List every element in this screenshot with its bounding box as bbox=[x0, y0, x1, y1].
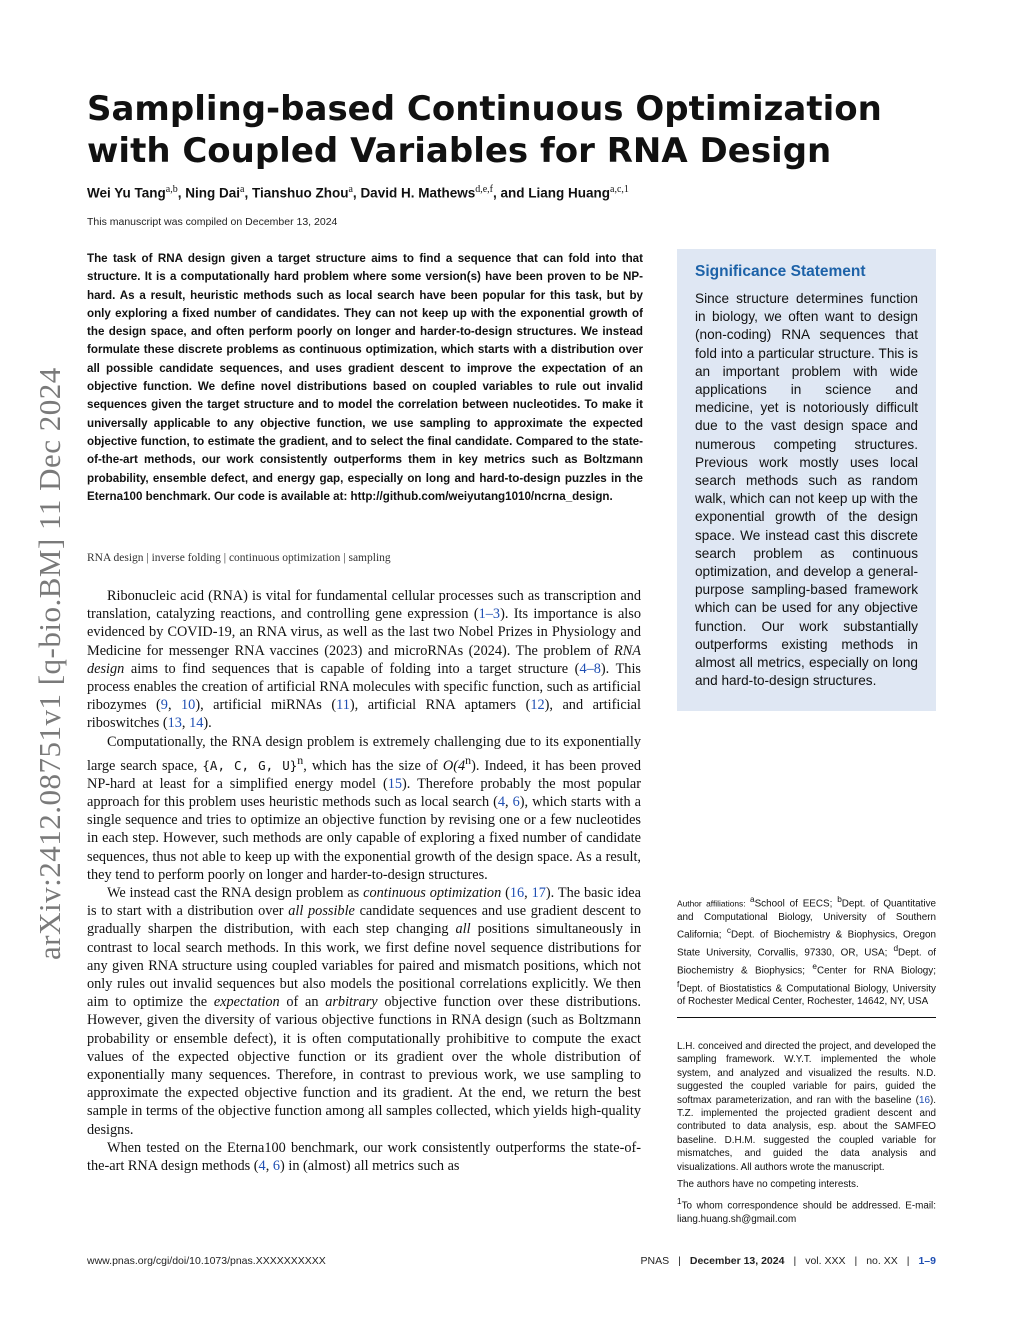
text-run: candidate sequences and use gradient descent to gradually sharpen the distribution, with each step changing bbox=[87, 903, 642, 938]
text-run: positions simultaneously in contrast to local search methods. In this work, we first define novel sequence distributions for any given RNA structure using coupled variables for paired and mismatch positions, which not only rules out invalid sequences but also models the positional correlations explicitly. We then aim to optimize the bbox=[87, 921, 641, 1011]
exponent: n bbox=[465, 752, 472, 767]
journal-name: PNAS bbox=[640, 1255, 670, 1267]
significance-text: Since structure determines function in biology, we often want to design (non-coding) RNA sequences that fold into a particular structure. This is an important problem with wide applications in science and medicine, yet is notoriously difficult due to the vast design space and numerous competing structures. Previous work mostly uses local search methods such as random walk, which can not keep up with the exponential growth of the design space. We instead cast this discrete search problem as continuous optimization, and develop a general-purpose sampling-based framework which can be used for any objective function. Our work substantially outperforms existing methods in almost all metrics, especially on long and hard-to-design structures. bbox=[695, 291, 918, 689]
affiliation-text: Dept. of Biochemistry & Biophysics; bbox=[677, 947, 936, 977]
arxiv-identifier: arXiv:2412.08751v1 [q-bio.BM] 11 Dec 2024 bbox=[32, 367, 67, 960]
author-name: Tianshuo Zhou bbox=[251, 185, 349, 201]
affiliation-text: School of EECS; bbox=[754, 898, 838, 910]
body-paragraph bbox=[87, 733, 641, 884]
emphasis: RNA design bbox=[87, 642, 641, 677]
paper-title: Sampling-based Continuous Optimization with Coupled Variables for RNA Design bbox=[87, 89, 882, 171]
big-o-notation: O(4 bbox=[442, 757, 466, 774]
citation-link[interactable]: 16 bbox=[509, 885, 525, 902]
emphasis: continuous optimization bbox=[363, 885, 502, 902]
text-run: ), which starts with a single sequence and tries to optimize an objective function by revising one or a few nucleotides in each step. However, such methods are only capable of exploring a fixed number of candidate sequences, thus not able to keep up with the exponential growth of the design space. As a result, they tend to perform poorly on longer and harder-to-design structures. bbox=[87, 794, 641, 883]
body-paragraph bbox=[87, 884, 641, 1139]
author-name: Liang Huang bbox=[528, 185, 611, 201]
competing-interests: The authors have no competing interests. bbox=[677, 1179, 859, 1191]
text-run: When tested on the Eterna100 benchmark, our work consistently outperforms the state-of-the-art RNA design methods ( bbox=[87, 1139, 641, 1175]
author-separator: , bbox=[352, 185, 361, 201]
citation-link[interactable]: 12 bbox=[530, 697, 545, 714]
text-run: ), artificial RNA aptamers ( bbox=[349, 697, 531, 714]
affiliation-text: Dept. of Biostatistics & Computational Biology, University of Rochester Medical Center, Rochester, 14642, NY, USA bbox=[677, 982, 936, 1008]
text-run: ). The basic idea is to start with a distribution over bbox=[87, 885, 642, 920]
significance-statement-box bbox=[677, 249, 936, 711]
citation-link[interactable]: 13 bbox=[167, 715, 182, 732]
exponent: n bbox=[297, 752, 304, 767]
nucleotide-set: {A, C, G, U} bbox=[202, 757, 298, 773]
affiliations-label: Author affiliations: bbox=[677, 898, 750, 909]
footer-separator: | bbox=[678, 1255, 681, 1267]
text-run: , bbox=[181, 715, 190, 732]
abstract: The task of RNA design given a target structure aims to find a sequence that can fold into that structure. It is a computationally hard problem where some version(s) have been proven to be NP-hard. As a result, heuristic methods such as local search have been popular for this task, but by only exploring a fixed number of candidates. They can not keep up with the exponential growth of the design space, and often perform poorly on longer and harder-to-design structures. We instead formulate these discrete problems as continuous optimization, which starts with a distribution over all possible candidate sequences, and uses gradient descent to improve the expectation of an objective function. We define novel distributions based on coupled variables to rule out invalid sequences given the target structure and to model the correlation between nucleotides. To make it universally applicable to any objective function, we use sampling to approximate the expected objective function, to estimate the gradient, and to select the final candidate. Compared to the state-of-the-art methods, our work consistently outperforms them in key metrics such as Boltzmann probability, ensemble defect, and energy gap, especially on long and hard-to-design puzzles in the Eterna100 benchmark. Our code is available at: http://github.com/weiyutang1010/ncrna_design. bbox=[87, 252, 643, 503]
author-affiliation-mark: a bbox=[348, 184, 353, 195]
author-list bbox=[87, 184, 947, 201]
footnote-mark: 1 bbox=[677, 1197, 682, 1207]
doi-link[interactable]: www.pnas.org/cgi/doi/10.1073/pnas.XXXXXXXXXX bbox=[87, 1255, 326, 1267]
footer-separator: | bbox=[793, 1255, 797, 1267]
author-name: Ning Dai bbox=[185, 185, 240, 201]
text-run: , bbox=[505, 794, 513, 810]
body-text bbox=[87, 587, 641, 1175]
author-name: David H. Mathews bbox=[360, 185, 476, 201]
text-run: of an bbox=[279, 994, 326, 1011]
text-run: ). Indeed, it has been proved NP-hard at least for a simplified energy model ( bbox=[87, 757, 641, 792]
text-run: ). This process enables the creation of artificial RNA molecules with specific function, such as artificial ribozymes ( bbox=[87, 660, 641, 714]
volume: vol. XXX bbox=[805, 1255, 846, 1267]
emphasis: expectation bbox=[213, 994, 280, 1011]
affiliation-text: Dept. of Quantitative and Computational Biology, University of Southern California; bbox=[677, 898, 937, 941]
issue-number: no. XX bbox=[866, 1255, 898, 1267]
publication-date: December 13, 2024 bbox=[689, 1255, 785, 1267]
text-run: , bbox=[524, 885, 532, 902]
author-separator: , bbox=[244, 185, 252, 201]
affiliation-mark: c bbox=[726, 926, 732, 936]
affiliation-mark: b bbox=[837, 895, 842, 904]
citation-link[interactable]: 4 bbox=[258, 1158, 266, 1175]
emphasis: all possible bbox=[288, 903, 355, 920]
affiliation-mark: a bbox=[749, 895, 755, 904]
affiliation-mark: f bbox=[677, 979, 680, 989]
text-run: objective function over these distributions. However, given the diversity of various objective functions in RNA design (such as Boltzmann probability or ensemble defect), it is often computationally prohibitive to compute the exact values of the expected objective function or its gradient over the whole distribution of exponentially many sequences. Therefore, in contrast to previous work, we use sampling to approximate the expected objective function and its gradient. At the end, we return the best sample in terms of the objective function among all samples collected, which yields high-quality designs. bbox=[87, 994, 641, 1138]
footer-separator: | bbox=[906, 1255, 910, 1267]
text-run: ), and artificial riboswitches ( bbox=[87, 697, 641, 732]
text-run: aims to find sequences that is capable of folding into a target structure ( bbox=[124, 660, 580, 677]
citation-link[interactable]: 10 bbox=[181, 697, 196, 714]
footer-separator: | bbox=[854, 1255, 858, 1267]
page-range: 1–9 bbox=[918, 1255, 936, 1267]
citation-link[interactable]: 6 bbox=[272, 1158, 281, 1175]
citation-link[interactable]: 9 bbox=[160, 697, 168, 714]
significance-title: Significance Statement bbox=[695, 263, 866, 280]
correspondence-note bbox=[677, 1195, 936, 1226]
compiled-date-note: This manuscript was compiled on December 13, 2024 bbox=[87, 216, 338, 228]
emphasis: arbitrary bbox=[325, 994, 378, 1011]
text-run: We instead cast the RNA design problem as bbox=[107, 885, 364, 902]
author-affiliations bbox=[677, 893, 936, 1009]
text-run: , bbox=[167, 697, 182, 714]
text-run: ). Therefore probably the most popular approach for this problem uses heuristic methods such as local search ( bbox=[87, 775, 641, 810]
text-run: , which has the size of bbox=[303, 757, 443, 774]
affiliation-text: Center for RNA Biology; bbox=[817, 965, 936, 977]
text-run: Computationally, the RNA design problem is extremely challenging due to its exponentially large search space, bbox=[87, 733, 641, 774]
citation-link[interactable]: 15 bbox=[387, 775, 403, 792]
citation-link[interactable]: 17 bbox=[531, 885, 546, 902]
citation-link[interactable]: 4–8 bbox=[579, 660, 601, 677]
text-run: L.H. conceived and directed the project, and developed the sampling framework. W.Y.T. implemented the whole system, and analyzed and visualized the results. N.D. suggested the coupled variable for pairs, guided the softmax parameterization, and ran with the baseline ( bbox=[677, 1041, 936, 1106]
footer-meta bbox=[641, 1255, 936, 1267]
text-run: ( bbox=[501, 885, 510, 902]
author-name: Wei Yu Tang bbox=[87, 185, 166, 201]
text-run: , bbox=[265, 1158, 273, 1175]
contributions-paragraph bbox=[677, 1040, 936, 1174]
text-run: ). Its importance is also evidenced by COVID-19, an RNA virus, as well as the last two Nobel Prizes in Physiology and Medicine for messenger RNA vaccines (2023) and microRNAs (2024). The problem of bbox=[87, 606, 641, 659]
citation-link[interactable]: 16 bbox=[918, 1094, 930, 1106]
text-run: ), artificial miRNAs ( bbox=[195, 697, 337, 714]
affiliation-text: Dept. of Biochemistry & Biophysics, Oregon State University, Corvallis, 97330, OR, USA; bbox=[677, 929, 936, 959]
author-separator: , and bbox=[493, 185, 529, 201]
body-paragraph bbox=[87, 587, 641, 733]
citation-link[interactable]: 14 bbox=[189, 715, 204, 732]
text-run: ). T.Z. implemented the projected gradient descent and contributed to data analysis, esp. about the SAMFEO baseline. D.H.M. suggested the coupled variable for mismatches, and guided the data analysis and visualizations. All authors wrote the manuscript. bbox=[677, 1094, 936, 1173]
emphasis: all bbox=[455, 921, 471, 938]
citation-link[interactable]: 4 bbox=[497, 794, 506, 810]
citation-link[interactable]: 1–3 bbox=[478, 606, 501, 623]
citation-link[interactable]: 6 bbox=[512, 794, 520, 810]
body-paragraph bbox=[87, 1139, 641, 1175]
author-affiliation-mark: d,e,f bbox=[475, 184, 493, 195]
affiliation-mark: e bbox=[812, 961, 818, 971]
affiliation-mark: d bbox=[893, 944, 899, 954]
citation-link[interactable]: 11 bbox=[336, 697, 350, 714]
correspondence-text: To whom correspondence should be addressed. E-mail: liang.huang.sh@gmail.com bbox=[677, 1200, 936, 1226]
text-run: ) in (almost) all metrics such as bbox=[280, 1158, 460, 1175]
divider bbox=[677, 1017, 936, 1018]
text-run: ). bbox=[203, 715, 212, 732]
text-run: Ribonucleic acid (RNA) is vital for fundamental cellular processes such as transcription and translation, catalyzing reactions, and controlling gene expression ( bbox=[87, 588, 641, 623]
author-affiliation-mark: a bbox=[240, 184, 245, 195]
author-affiliation-mark: a,c,1 bbox=[610, 184, 629, 195]
author-contributions bbox=[677, 1040, 936, 1231]
author-separator: , bbox=[177, 185, 186, 201]
keywords: RNA design | inverse folding | continuous optimization | sampling bbox=[87, 552, 391, 564]
author-affiliation-mark: a,b bbox=[165, 184, 178, 195]
